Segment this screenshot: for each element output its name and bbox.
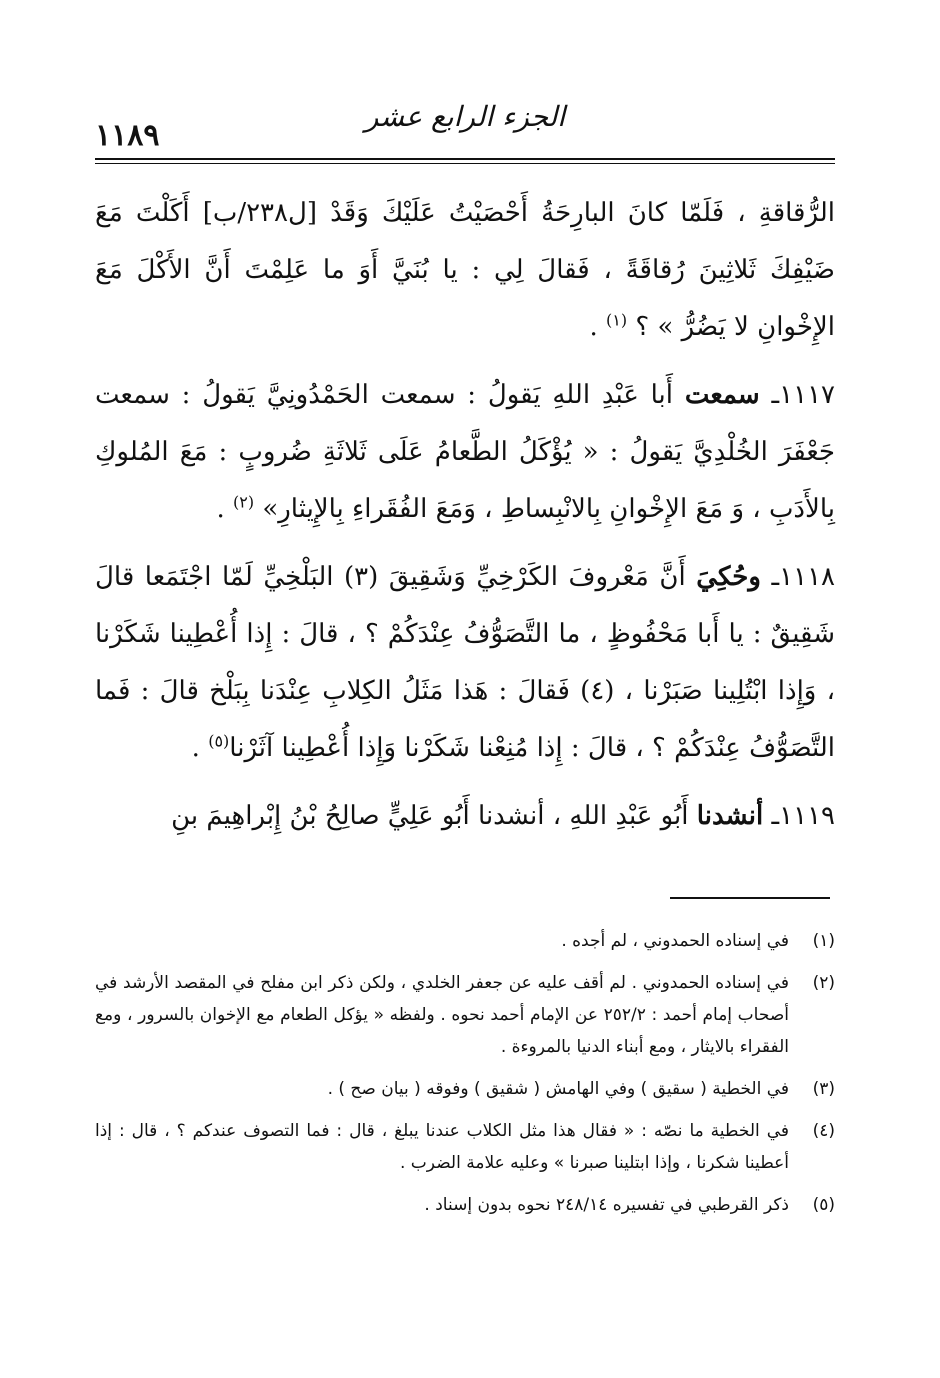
paragraph-number: ١١١٨ـ: [771, 562, 835, 592]
footnote-mark: (٢): [812, 973, 835, 993]
paragraph-text: الرُّقاقةِ ، فَلَمّا كانَ البارِحَةُ أَحْصَيْتُ عَلَيْكَ وَقَدْ [ل٢٣٨/ب] أَكَلْتَ مَعَ ضَيْفِكَ ثَلاثِينَ رُقاقَةً ، فَقالَ لِي : يا بُنَيَّ أَوَ ما عَلِمْتَ أَنَّ الأَكْلَ مَعَ الإِخْوانِ لا يَضُرُّ » ؟: [95, 198, 835, 342]
header-rule: [95, 158, 835, 160]
paragraph-number: ١١١٩ـ: [771, 801, 835, 831]
paragraph: [95, 788, 835, 845]
paragraph-end: .: [589, 312, 607, 342]
footnote: [95, 967, 835, 1063]
paragraph-end: .: [216, 494, 233, 524]
paragraph-text: أَبا عَبْدِ اللهِ يَقولُ : سمعت الحَمْدُونِيَّ يَقولُ : سمعت جَعْفَرَ الخُلْدِيَّ يَقولُ : « يُؤْكَلُ الطَّعامُ عَلَى ثَلاثَةِ ضُروبٍ : مَعَ المُلوكِ بِالأَدَبِ ، وَ مَعَ الإِخْوانِ بِالانْبِساطِ ، وَمَعَ الفُقَراءِ بِالإِيثارِ»: [95, 380, 835, 524]
footnote-mark: (١): [812, 931, 835, 951]
paragraph: [95, 185, 835, 356]
paragraph: [95, 367, 835, 538]
footnote-rule: [670, 897, 830, 899]
paragraph-lead: وحُكِيَ: [696, 562, 761, 592]
main-text: [95, 185, 835, 856]
paragraph-text: أَنَّ مَعْروفَ الكَرْخِيِّ وَشَقِيقَ (٣) البَلْخِيِّ لَمّا اجْتَمَعا قالَ شَقِيقٌ : يا أَبا مَحْفُوظٍ ، ما التَّصَوُّفُ عِنْدَكُمْ ؟ ، قالَ : إِذا أُعْطِينا شَكَرْنا ، وَإِذا ابْتُلِينا صَبَرْنا ، (٤) فَقالَ : هَذا مَثَلُ الكِلابِ عِنْدَنا بِبَلْخ قالَ : فَما التَّصَوُّفُ عِنْدَكُمْ ؟ ، قالَ : إِذا مُنِعْنا شَكَرْنا وَإِذا أُعْطِينا آثَرْنا: [95, 562, 835, 763]
paragraph: [95, 549, 835, 777]
footnote-ref[interactable]: (٢): [232, 492, 255, 512]
footnote-text: في الخطية ( سقيق ) وفي الهامش ( شقيق ) وفوقه ( بيان صح ) .: [327, 1079, 789, 1099]
footnotes: [95, 925, 835, 1231]
page-number: ١١٨٩: [95, 118, 160, 153]
footnote-mark: (٥): [812, 1195, 835, 1215]
footnote: [95, 1115, 835, 1179]
footnote-ref[interactable]: (٥): [208, 731, 230, 751]
paragraph-number: ١١١٧ـ: [771, 380, 835, 410]
footnote-text: في الخطية ما نصّه : « فقال هذا مثل الكلاب عندنا يبلغ ، قال : فما التصوف عندكم ؟ ، قال : إذا أعطينا شكرنا ، وإذا ابتلينا صبرنا » وعليه علامة الضرب .: [95, 1121, 789, 1173]
footnote: [95, 925, 835, 957]
paragraph-end: .: [191, 733, 209, 763]
footnote: [95, 1189, 835, 1221]
running-title: الجزء الرابع عشر: [364, 100, 566, 133]
page-header: [95, 100, 835, 160]
footnote-text: في إسناده الحمدوني . لم أقف عليه عن جعفر الخلدي ، ولكن ذكر ابن مفلح في المقصد الأرشد في أصحاب إمام أحمد : ٢٥٢/٢ عن الإمام أحمد نحوه . ولفظه « يؤكل الطعام مع الإخوان بالسرور ، ومع الفقراء بالايثار ، ومع أبناء الدنيا بالمروءة .: [95, 973, 789, 1057]
paragraph-text: أَبُو عَبْدِ اللهِ ، أنشدنا أَبُو عَلِيٍّ صالِحُ بْنُ إِبْراهِيمَ بنِ: [171, 801, 697, 831]
footnote-text: في إسناده الحمدوني ، لم أجده .: [561, 931, 789, 951]
footnote-mark: (٣): [812, 1079, 835, 1099]
footnote-ref[interactable]: (١): [606, 310, 628, 330]
footnote: [95, 1073, 835, 1105]
footnote-mark: (٤): [812, 1121, 835, 1141]
footnote-text: ذكر القرطبي في تفسيره ٢٤٨/١٤ نحوه بدون إسناد .: [424, 1195, 789, 1215]
paragraph-lead: سمعت: [684, 380, 760, 410]
paragraph-lead: أنشدنا: [696, 801, 764, 831]
